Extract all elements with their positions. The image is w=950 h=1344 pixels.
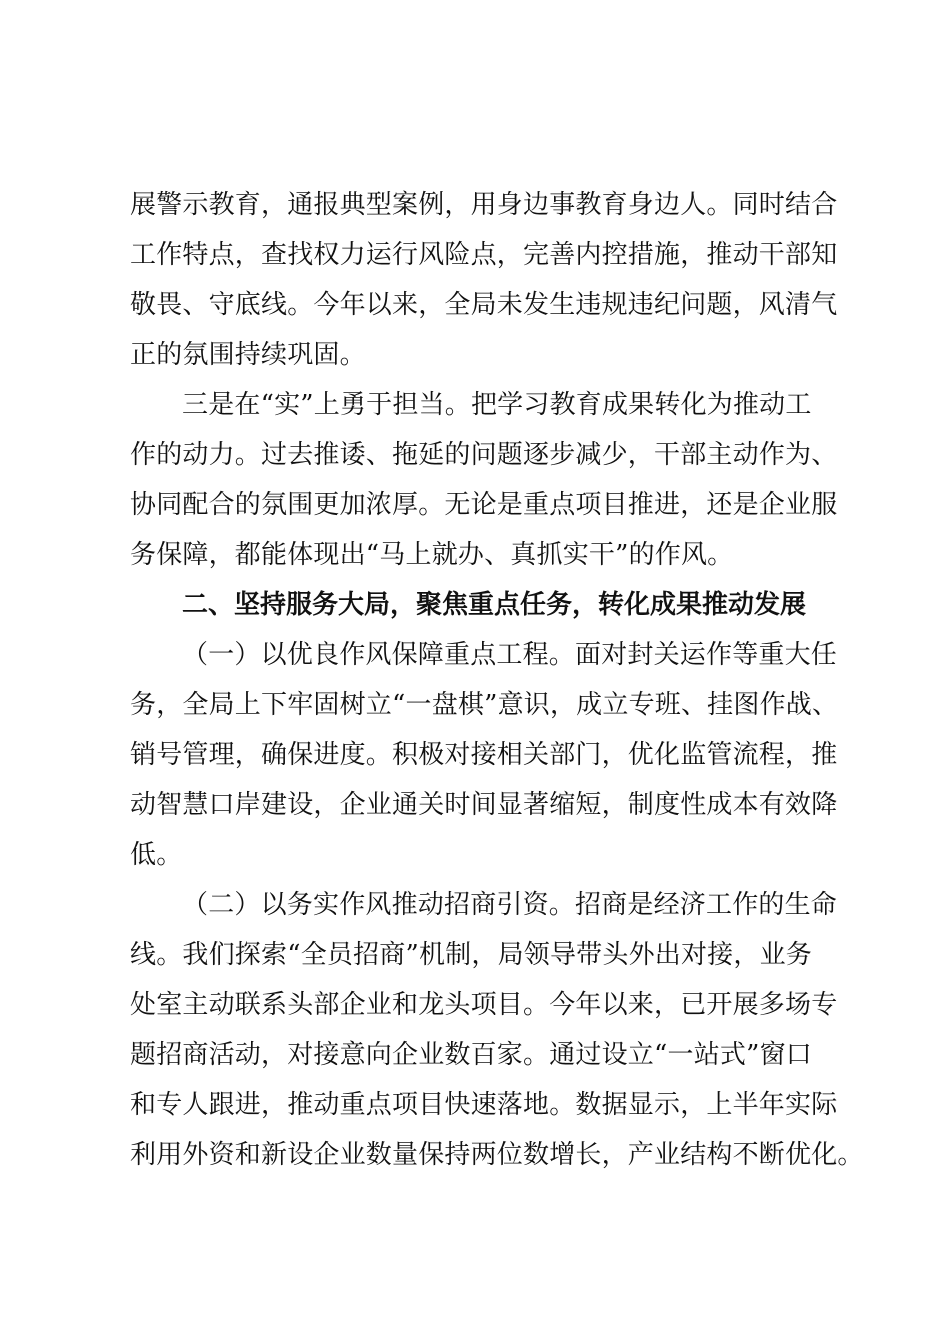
text-line: 敬畏、守底线。今年以来，全局未发生违规违纪问题，风清气 <box>130 290 838 320</box>
text-line: 和专人跟进，推动重点项目快速落地。数据显示，上半年实际 <box>130 1090 838 1120</box>
paragraph-investment-attraction <box>130 880 864 1180</box>
text-line: 务保障，都能体现出“马上就办、真抓实干”的作风。 <box>130 540 734 570</box>
paragraph-warning-education <box>130 180 838 380</box>
text-line-indented <box>130 880 838 930</box>
text-line: 利用外资和新设企业数量保持两位数增长，产业结构不断优化。 <box>130 1140 864 1170</box>
section-heading <box>130 580 830 630</box>
text-line: 三是在“实”上勇于担当。把学习教育成果转化为推动工 <box>182 390 812 420</box>
paragraph-third-point <box>130 380 838 580</box>
text-line: 作的动力。过去推诿、拖延的问题逐步减少，干部主动作为、 <box>130 440 838 470</box>
text-line: 正的氛围持续巩固。 <box>130 340 366 370</box>
text-line: 线。我们探索“全员招商”机制，局领导带头外出对接，业务 <box>130 940 812 970</box>
text-line: （一）以优良作风保障重点工程。面对封关运作等重大任 <box>182 640 838 670</box>
paragraph-key-projects <box>130 630 839 880</box>
text-line: 务，全局上下牢固树立“一盘棋”意识，成立专班、挂图作战、 <box>130 690 839 720</box>
text-line: 动智慧口岸建设，企业通关时间显著缩短，制度性成本有效降 <box>130 790 838 820</box>
text-line: 题招商活动，对接意向企业数百家。通过设立“一站式”窗口 <box>130 1040 812 1070</box>
text-line: 协同配合的氛围更加浓厚。无论是重点项目推进，还是企业服 <box>130 490 838 520</box>
document-body <box>130 180 864 1180</box>
text-line-indented <box>130 380 830 430</box>
text-line: （二）以务实作风推动招商引资。招商是经济工作的生命 <box>182 890 838 920</box>
text-line-indented <box>130 630 838 680</box>
section-heading-text: 二、坚持服务大局，聚焦重点任务，转化成果推动发展 <box>182 590 807 620</box>
text-line: 工作特点，查找权力运行风险点，完善内控措施，推动干部知 <box>130 240 838 270</box>
text-line: 展警示教育，通报典型案例，用身边事教育身边人。同时结合 <box>130 190 838 220</box>
text-line: 销号管理，确保进度。积极对接相关部门，优化监管流程，推 <box>130 740 838 770</box>
text-line: 处室主动联系头部企业和龙头项目。今年以来，已开展多场专 <box>130 990 838 1020</box>
text-line: 低。 <box>130 840 183 870</box>
